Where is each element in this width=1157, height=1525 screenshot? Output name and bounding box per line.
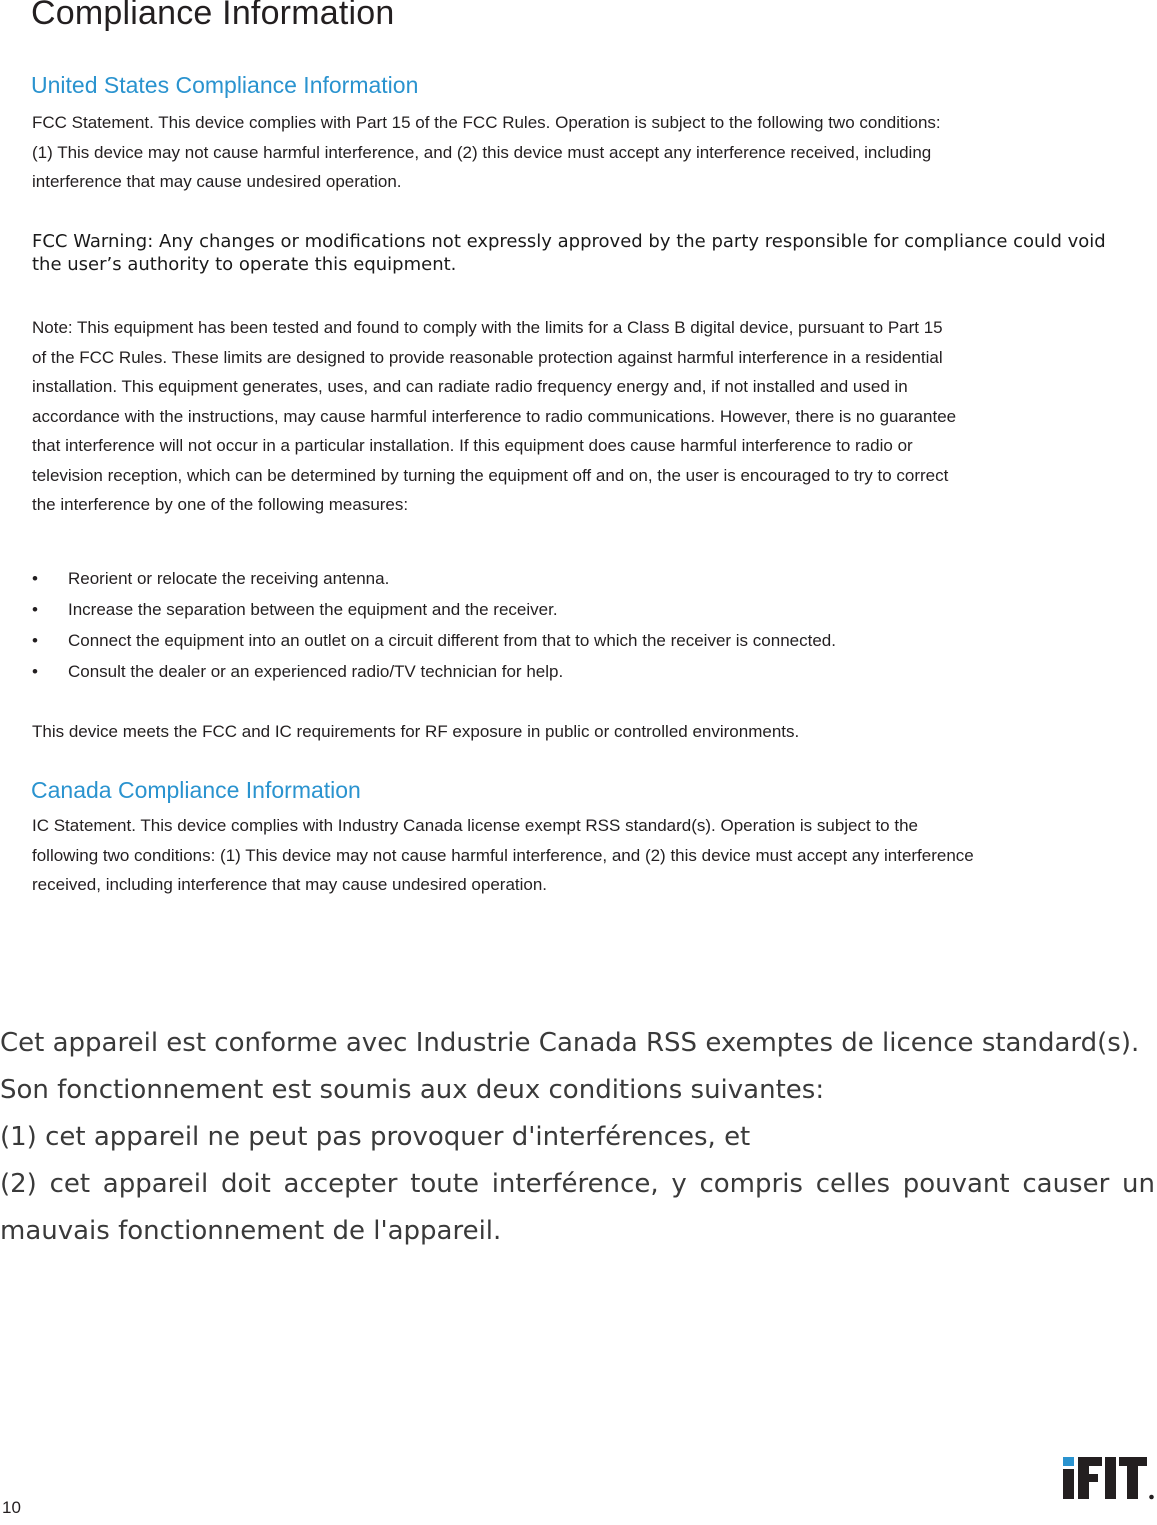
rf-exposure-statement: This device meets the FCC and IC requirements for RF exposure in public or controlled environments. [32, 722, 800, 741]
ic-statement [32, 811, 1132, 900]
fcc-statement-line-2: (1) This device may not cause harmful interference, and (2) this device must accept any interference received, including [32, 142, 932, 162]
bullet-marker: • [32, 600, 38, 619]
page-number: 10 [2, 1498, 21, 1517]
fcc-warning-line-1: FCC Warning: Any changes or modifications not expressly approved by the party responsible for compliance could void [32, 231, 1106, 252]
ic-statement-line-1: IC Statement. This device complies with Industry Canada license exempt RSS standard(s). Operation is subject to the [32, 816, 918, 835]
measure-item [32, 595, 1032, 626]
measure-text: Consult the dealer or an experienced radio/TV technician for help. [68, 662, 564, 681]
ifit-logo [1063, 1454, 1155, 1504]
measure-item [32, 657, 1032, 688]
measure-item [32, 626, 1032, 657]
bullet-marker: • [32, 631, 38, 650]
french-ic-statement [0, 1020, 1157, 1255]
measure-text: Reorient or relocate the receiving antenna. [68, 569, 390, 588]
canada-compliance-heading: Canada Compliance Information [31, 777, 361, 803]
french-line-4: (2) cet appareil doit accepter toute interférence, y compris celles pouvant causer un [0, 1169, 1155, 1199]
fcc-warning-line-2: the user’s authority to operate this equipment. [32, 254, 457, 275]
fcc-warning [32, 230, 1142, 276]
fcc-note-line-4: accordance with the instructions, may cause harmful interference to radio communications. However, there is no guarantee [32, 406, 957, 426]
us-compliance-heading: United States Compliance Information [31, 72, 419, 98]
measures-list [32, 564, 1032, 688]
fcc-note-line-7: the interference by one of the following measures: [32, 495, 409, 514]
fcc-note-line-6: television reception, which can be determined by turning the equipment off and on, the user is encouraged to try to correct [32, 465, 949, 485]
fcc-note-line-3: installation. This equipment generates, uses, and can radiate radio frequency energy and, if not installed and used in [32, 377, 908, 396]
bullet-marker: • [32, 662, 38, 681]
ic-statement-line-2: following two conditions: (1) This device may not cause harmful interference, and (2) this device must accept any interference [32, 845, 974, 865]
french-line-3: (1) cet appareil ne peut pas provoquer d'interférences, et [0, 1122, 751, 1152]
measure-item [32, 564, 1032, 595]
page-title: Compliance Information [31, 0, 395, 32]
measure-text: Connect the equipment into an outlet on a circuit different from that to which the receiver is connected. [68, 631, 836, 650]
fcc-statement-line-3: interference that may cause undesired operation. [32, 172, 402, 191]
fcc-note-line-1: Note: This equipment has been tested and found to comply with the limits for a Class B digital device, pursuant to Part 15 [32, 318, 943, 337]
fcc-statement-line-1: FCC Statement. This device complies with Part 15 of the FCC Rules. Operation is subject to the following two conditions: [32, 113, 941, 132]
bullet-marker: • [32, 569, 38, 588]
ic-statement-line-3: received, including interference that may cause undesired operation. [32, 875, 548, 894]
fcc-note-line-2: of the FCC Rules. These limits are designed to provide reasonable protection against harmful interference in a residential [32, 347, 943, 367]
measure-text: Increase the separation between the equipment and the receiver. [68, 600, 558, 619]
fcc-statement [32, 108, 1132, 197]
fcc-note [32, 313, 1132, 520]
french-line-1: Cet appareil est conforme avec Industrie Canada RSS exemptes de licence standard(s). [0, 1028, 1140, 1058]
fcc-note-line-5: that interference will not occur in a particular installation. If this equipment does cause harmful interference to radio or [32, 436, 913, 455]
french-line-2: Son fonctionnement est soumis aux deux conditions suivantes: [0, 1075, 825, 1105]
french-line-5: mauvais fonctionnement de l'appareil. [0, 1216, 502, 1246]
